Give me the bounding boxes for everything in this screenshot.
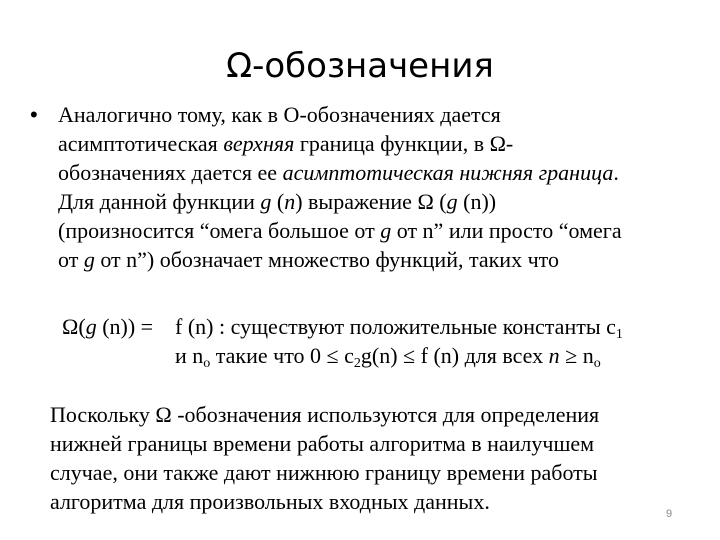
text-line: случае, они также дают нижнюю границу времени работы: [50, 460, 598, 485]
text-line: Для данной функции g (n) выражение Ω (g (n)): [58, 189, 497, 214]
text-line: f (n) : существуют положительные константы $c_1$: [175, 314, 623, 342]
text-line: (произносится “омега большое от g от n” или просто “омега: [58, 218, 622, 243]
emphasis-text: асимптотическая нижняя граница: [282, 160, 614, 185]
text-line: обозначениях дается ее асимптотическая нижняя граница.: [58, 160, 619, 185]
bullet-paragraph: [58, 100, 698, 274]
definition-lhs: Ω(g (n)) =: [62, 314, 154, 339]
bullet-icon: •: [30, 102, 38, 127]
page-number: 9: [666, 508, 673, 520]
text-line: нижней границы времени работы алгоритма в наилучшем: [50, 431, 595, 456]
text-line: алгоритма для произвольных входных данных.: [50, 489, 490, 514]
slide-title: Ω-обозначения: [226, 46, 494, 86]
text-line: Аналогично тому, как в О-обозначениях дается: [58, 102, 501, 127]
text-line: и $n_o$ такие что $0 \le c_2g(n) \le f$ (n) для всех $n \ge n_o$: [175, 343, 601, 371]
definition-rhs: [175, 312, 623, 370]
text-line: асимптотическая верхняя граница функции, в Ω-: [58, 131, 514, 156]
closing-paragraph: [50, 400, 690, 516]
text-line: Поскольку Ω -обозначения используются для определения: [50, 402, 600, 427]
text-line: от g от n”) обозначает множество функций, таких что: [58, 247, 559, 272]
emphasis-text: верхняя: [223, 131, 295, 156]
